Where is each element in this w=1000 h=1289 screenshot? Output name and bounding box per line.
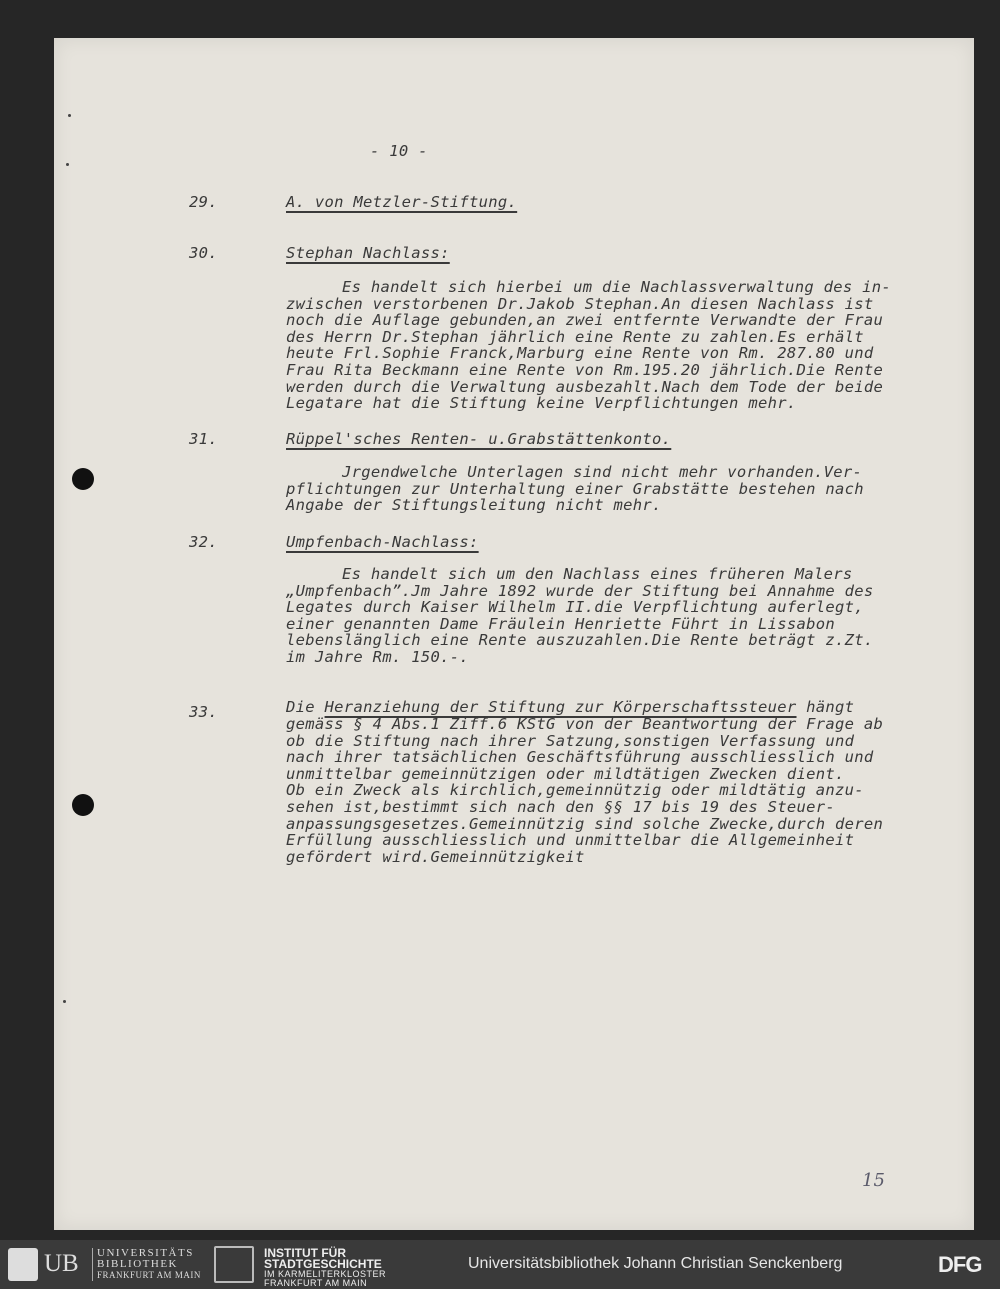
punch-hole-top	[72, 468, 94, 490]
text-line: zwischen verstorbenen Dr.Jakob Stephan.An diesen Nachlass ist	[286, 294, 874, 313]
dfg-logo: DFG	[938, 1252, 982, 1277]
isg-logo-icon	[214, 1246, 254, 1283]
text-line: ob die Stiftung nach ihrer Satzung,sonstigen Verfassung und	[286, 731, 855, 750]
ub-logo-letters: UB	[44, 1250, 79, 1277]
text-line: lebenslänglich eine Rente auszuzahlen.Die Rente beträgt z.Zt.	[286, 631, 874, 650]
text-line: unmittelbar gemeinnützigen oder mildtätigen Zwecken dient.	[286, 764, 845, 783]
ub-logo-divider	[92, 1248, 93, 1281]
handwritten-note: 15	[862, 1170, 885, 1191]
item-number: 32.	[189, 533, 218, 551]
text-line: des Herrn Dr.Stephan jährlich eine Rente zu zahlen.Es erhält	[286, 327, 864, 346]
text-line: anpassungsgesetzes.Gemeinnützig sind solche Zwecke,durch deren	[286, 814, 884, 833]
isg-line: STADTGESCHICHTE	[264, 1257, 382, 1271]
punch-hole-bottom	[72, 794, 94, 816]
item-number: 33.	[189, 703, 218, 721]
item-heading: A. von Metzler-Stiftung.	[286, 193, 518, 211]
text-line: im Jahre Rm. 150.-.	[286, 647, 470, 666]
text-tail: hängt	[806, 698, 855, 716]
text-line: heute Frl.Sophie Franck,Marburg eine Rente von Rm. 287.80 und	[286, 344, 874, 363]
footer-library-name: Universitätsbibliothek Johann Christian Senckenberg	[468, 1255, 843, 1272]
ub-logo-names	[97, 1248, 201, 1281]
text-line: Legatare hat die Stiftung keine Verpflichtungen mehr.	[286, 394, 797, 413]
text-line: Legates durch Kaiser Wilhelm II.die Verpflichtung auferlegt,	[286, 598, 864, 617]
text-line: nach ihrer tatsächlichen Geschäftsführung ausschliesslich und	[286, 748, 874, 767]
scan-speck	[68, 114, 71, 117]
ub-line: BIBLIOTHEK	[97, 1258, 178, 1270]
text-line: werden durch die Verwaltung ausbezahlt.Nach dem Tode der beide	[286, 377, 884, 396]
text-line: „Umpfenbach”.Jm Jahre 1892 wurde der Stiftung bei Annahme des	[286, 581, 874, 600]
ub-logo-icon	[8, 1248, 38, 1281]
item-paragraph	[286, 716, 883, 865]
item-paragraph	[286, 566, 874, 666]
page-number: - 10 -	[370, 142, 428, 160]
scan-speck	[63, 1000, 66, 1003]
text-line: pflichtungen zur Unterhaltung einer Grabstätte bestehen nach	[286, 479, 864, 498]
text-line: Ob ein Zweck als kirchlich,gemeinnützig oder mildtätig anzu-	[286, 781, 864, 800]
isg-line: IM KARMELITERKLOSTER	[264, 1269, 387, 1279]
item-paragraph	[286, 464, 864, 514]
text-line: Angabe der Stiftungsleitung nicht mehr.	[286, 496, 662, 515]
footer-bar	[0, 1240, 1000, 1289]
text-line: einer genannten Dame Fräulein Henriette Führt in Lissabon	[286, 614, 836, 633]
isg-line: FRANKFURT AM MAIN	[264, 1278, 368, 1288]
text-line: Es handelt sich hierbei um die Nachlassverwaltung des in-	[342, 278, 892, 296]
scan-speck	[66, 163, 69, 166]
item-number: 30.	[189, 244, 218, 262]
item-heading: Heranziehung der Stiftung zur Körperschaftssteuer	[324, 698, 797, 716]
text-lead: Die	[286, 698, 315, 716]
text-line: Erfüllung ausschliesslich und unmittelbar die Allgemeinheit	[286, 831, 855, 850]
text-line: gefördert wird.Gemeinnützigkeit	[286, 847, 585, 866]
ub-line: FRANKFURT AM MAIN	[97, 1270, 201, 1280]
item-number: 31.	[189, 430, 218, 448]
item-number: 29.	[189, 193, 218, 211]
text-line: noch die Auflage gebunden,an zwei entfernte Verwandte der Frau	[286, 311, 884, 330]
item-heading-line	[286, 699, 854, 716]
text-line: Jrgendwelche Unterlagen sind nicht mehr vorhanden.Ver-	[342, 463, 863, 481]
isg-line: INSTITUT FÜR	[264, 1246, 346, 1260]
item-heading: Stephan Nachlass:	[286, 244, 450, 262]
text-line: gemäss § 4 Abs.1 Ziff.6 KStG von der Beantwortung der Frage ab	[286, 715, 884, 733]
text-line: Es handelt sich um den Nachlass eines früheren Malers	[342, 565, 853, 583]
ub-line: UNIVERSITÄTS	[97, 1247, 194, 1259]
text-line: sehen ist,bestimmt sich nach den §§ 17 bis 19 des Steuer-	[286, 797, 836, 816]
text-line: Frau Rita Beckmann eine Rente von Rm.195.20 jährlich.Die Rente	[286, 360, 884, 379]
item-heading: Umpfenbach-Nachlass:	[286, 533, 479, 551]
item-paragraph	[286, 279, 891, 412]
isg-logo-text	[264, 1248, 386, 1288]
item-heading: Rüppel'sches Renten- u.Grabstättenkonto.	[286, 430, 672, 448]
